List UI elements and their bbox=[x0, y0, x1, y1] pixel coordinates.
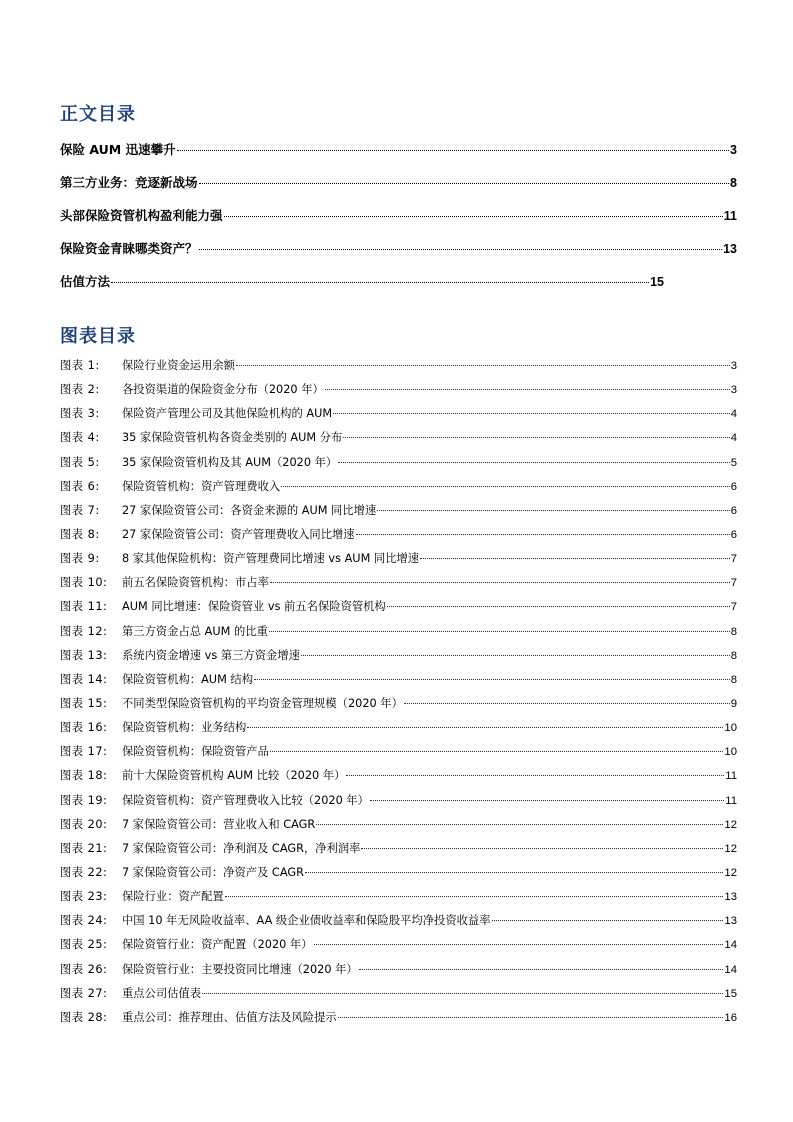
dot-leader bbox=[247, 727, 723, 728]
figure-toc-entry[interactable] bbox=[60, 502, 737, 526]
dot-leader bbox=[281, 486, 730, 487]
main-toc-title: 头部保险资管机构盈利能力强 bbox=[60, 208, 223, 223]
figure-toc-entry[interactable] bbox=[60, 719, 737, 743]
figure-number: 图表 21: bbox=[60, 841, 108, 855]
figure-number: 图表 5: bbox=[60, 455, 100, 469]
figure-title: 保险资管行业：主要投资同比增速（2020 年） bbox=[122, 962, 358, 976]
figure-page: 10 bbox=[724, 746, 737, 759]
figure-title: 前十大保险资管机构 AUM 比较（2020 年） bbox=[122, 769, 346, 783]
figure-title: 27 家保险资管公司：各资金来源的 AUM 同比增速 bbox=[122, 503, 377, 517]
figure-number: 图表 15: bbox=[60, 696, 108, 710]
figure-toc-heading: 图表目录 bbox=[60, 326, 136, 347]
figure-number: 图表 16: bbox=[60, 721, 108, 735]
dot-leader bbox=[370, 800, 724, 801]
figure-number: 图表 6: bbox=[60, 479, 100, 493]
figure-number: 图表 11: bbox=[60, 600, 108, 614]
figure-page: 12 bbox=[724, 866, 737, 879]
figure-toc-entry[interactable] bbox=[60, 671, 737, 695]
figure-page: 8 bbox=[730, 673, 737, 686]
figure-title: 重点公司估值表 bbox=[122, 986, 202, 1000]
figure-toc-entry[interactable] bbox=[60, 695, 737, 719]
dot-leader bbox=[359, 969, 724, 970]
figure-toc-entry[interactable] bbox=[60, 864, 737, 888]
figure-title: 各投资渠道的保险资金分布（2020 年） bbox=[122, 383, 324, 397]
figure-title: 保险资管机构：资产管理费收入比较（2020 年） bbox=[122, 793, 369, 807]
figure-page: 12 bbox=[724, 818, 737, 831]
dot-leader bbox=[270, 751, 724, 752]
figure-page: 5 bbox=[730, 456, 737, 469]
dot-leader bbox=[177, 150, 729, 151]
figure-number: 图表 17: bbox=[60, 745, 108, 759]
dot-leader bbox=[338, 462, 729, 463]
dot-leader bbox=[254, 679, 730, 680]
figure-number: 图表 13: bbox=[60, 648, 108, 662]
figure-page: 10 bbox=[724, 722, 737, 735]
figure-toc-entry[interactable] bbox=[60, 888, 737, 912]
dot-leader bbox=[356, 534, 730, 535]
figure-toc-entry[interactable] bbox=[60, 550, 737, 574]
figure-page: 4 bbox=[730, 408, 737, 421]
figure-number: 图表 19: bbox=[60, 793, 108, 807]
figure-number: 图表 28: bbox=[60, 1010, 108, 1024]
figure-title: 保险资管机构：资产管理费收入 bbox=[122, 479, 281, 493]
figure-toc-entry[interactable] bbox=[60, 598, 737, 622]
figure-page: 15 bbox=[724, 987, 737, 1000]
main-toc-page: 11 bbox=[723, 209, 737, 223]
figure-page: 7 bbox=[730, 601, 737, 614]
figure-page: 6 bbox=[730, 528, 737, 541]
main-toc-title: 保险资金青睐哪类资产？ bbox=[60, 241, 198, 256]
figure-title: 27 家保险资管公司：资产管理费收入同比增速 bbox=[122, 527, 355, 541]
figure-toc-entry[interactable] bbox=[60, 574, 737, 598]
figure-page: 11 bbox=[725, 770, 737, 783]
figure-title: 保险资产管理公司及其他保险机构的 AUM bbox=[122, 407, 333, 421]
figure-title: 系统内资金增速 vs 第三方资金增速 bbox=[122, 648, 300, 662]
dot-leader bbox=[420, 558, 730, 559]
dot-leader bbox=[346, 775, 724, 776]
dot-leader bbox=[199, 249, 723, 250]
figure-toc-entry[interactable] bbox=[60, 478, 737, 502]
figure-number: 图表 23: bbox=[60, 890, 108, 904]
figure-number: 图表 10: bbox=[60, 576, 108, 590]
figure-toc-entry[interactable] bbox=[60, 526, 737, 550]
dot-leader bbox=[333, 413, 730, 414]
figure-toc-entry[interactable] bbox=[60, 1009, 737, 1033]
figure-number: 图表 20: bbox=[60, 817, 108, 831]
figure-page: 6 bbox=[730, 504, 737, 517]
main-toc-title: 第三方业务：竞逐新战场 bbox=[60, 175, 198, 190]
figure-page: 13 bbox=[724, 891, 737, 904]
figure-title: 35 家保险资管机构各资金类别的 AUM 分布 bbox=[122, 431, 343, 445]
figure-title: 8 家其他保险机构：资产管理费同比增速 vs AUM 同比增速 bbox=[122, 552, 420, 566]
figure-number: 图表 7: bbox=[60, 503, 100, 517]
figure-toc-entry[interactable] bbox=[60, 985, 737, 1009]
figure-title: 保险资管行业：资产配置（2020 年） bbox=[122, 938, 313, 952]
dot-leader bbox=[361, 848, 723, 849]
figure-number: 图表 14: bbox=[60, 672, 108, 686]
figure-number: 图表 18: bbox=[60, 769, 108, 783]
dot-leader bbox=[202, 993, 723, 994]
figure-page: 11 bbox=[725, 794, 737, 807]
figure-toc-entry[interactable] bbox=[60, 912, 737, 936]
figure-toc bbox=[60, 357, 737, 1033]
figure-toc-entry[interactable] bbox=[60, 405, 737, 429]
figure-title: 重点公司：推荐理由、估值方法及风险提示 bbox=[122, 1010, 337, 1024]
figure-title: 35 家保险资管机构及其 AUM（2020 年） bbox=[122, 455, 338, 469]
dot-leader bbox=[325, 389, 730, 390]
figure-page: 8 bbox=[730, 625, 737, 638]
figure-title: 7 家保险资管公司：净资产及 CAGR bbox=[122, 865, 304, 879]
main-toc-entry[interactable] bbox=[60, 239, 737, 272]
main-toc-entry[interactable] bbox=[60, 140, 737, 173]
figure-toc-entry[interactable] bbox=[60, 840, 737, 864]
figure-page: 4 bbox=[730, 432, 737, 445]
figure-toc-entry[interactable] bbox=[60, 357, 737, 381]
figure-page: 7 bbox=[730, 577, 737, 590]
figure-title: 保险行业资金运用余额 bbox=[122, 359, 235, 372]
figure-page: 16 bbox=[724, 1011, 737, 1024]
main-toc-page: 13 bbox=[723, 242, 737, 256]
main-toc-page: 3 bbox=[730, 143, 737, 157]
dot-leader bbox=[305, 872, 723, 873]
dot-leader bbox=[343, 437, 729, 438]
figure-number: 图表 9: bbox=[60, 552, 100, 566]
figure-toc-entry[interactable] bbox=[60, 647, 737, 671]
figure-number: 图表 8: bbox=[60, 527, 100, 541]
figure-page: 12 bbox=[724, 842, 737, 855]
figure-title: AUM 同比增速：保险资管业 vs 前五名保险资管机构 bbox=[122, 600, 386, 614]
figure-number: 图表 2: bbox=[60, 383, 100, 397]
main-toc-title: 估值方法 bbox=[60, 274, 111, 289]
figure-number: 图表 27: bbox=[60, 986, 108, 1000]
main-toc-page: 15 bbox=[650, 275, 664, 289]
figure-title: 保险行业：资产配置 bbox=[122, 890, 224, 904]
figure-toc-entry[interactable] bbox=[60, 816, 737, 840]
dot-leader bbox=[404, 703, 730, 704]
figure-page: 7 bbox=[730, 553, 737, 566]
dot-leader bbox=[111, 282, 649, 283]
dot-leader bbox=[387, 606, 730, 607]
dot-leader bbox=[224, 216, 723, 217]
figure-title: 保险资管机构：AUM 结构 bbox=[122, 672, 254, 686]
figure-toc-entry[interactable] bbox=[60, 743, 737, 767]
figure-number: 图表 24: bbox=[60, 914, 108, 928]
figure-title: 前五名保险资管机构：市占率 bbox=[122, 576, 269, 590]
dot-leader bbox=[225, 896, 724, 897]
dot-leader bbox=[270, 582, 730, 583]
figure-page: 6 bbox=[730, 480, 737, 493]
figure-page: 3 bbox=[730, 360, 737, 372]
figure-number: 图表 26: bbox=[60, 962, 108, 976]
figure-toc-entry[interactable] bbox=[60, 623, 737, 647]
figure-number: 图表 4: bbox=[60, 431, 100, 445]
main-toc-heading: 正文目录 bbox=[60, 104, 136, 125]
figure-page: 3 bbox=[730, 384, 737, 397]
dot-leader bbox=[377, 510, 729, 511]
figure-page: 13 bbox=[724, 915, 737, 928]
dot-leader bbox=[338, 1017, 724, 1018]
figure-toc-entry[interactable] bbox=[60, 792, 737, 816]
figure-page: 14 bbox=[724, 963, 737, 976]
figure-title: 保险资管机构：保险资管产品 bbox=[122, 745, 269, 759]
main-toc-title: 保险 AUM 迅速攀升 bbox=[60, 142, 176, 157]
figure-number: 图表 1: bbox=[60, 359, 100, 372]
figure-title: 7 家保险资管公司：营业收入和 CAGR bbox=[122, 817, 316, 831]
figure-number: 图表 3: bbox=[60, 407, 100, 421]
dot-leader bbox=[236, 365, 730, 366]
figure-toc-entry[interactable] bbox=[60, 454, 737, 478]
figure-title: 7 家保险资管公司：净利润及 CAGR，净利润率 bbox=[122, 841, 361, 855]
figure-number: 图表 12: bbox=[60, 624, 108, 638]
main-toc bbox=[60, 140, 737, 305]
figure-number: 图表 25: bbox=[60, 938, 108, 952]
figure-toc-entry[interactable] bbox=[60, 767, 737, 791]
figure-toc-entry[interactable] bbox=[60, 429, 737, 453]
dot-leader bbox=[316, 824, 723, 825]
figure-number: 图表 22: bbox=[60, 865, 108, 879]
main-toc-entry[interactable] bbox=[60, 272, 664, 305]
figure-page: 14 bbox=[724, 939, 737, 952]
dot-leader bbox=[269, 631, 730, 632]
figure-toc-entry[interactable] bbox=[60, 381, 737, 405]
main-toc-page: 8 bbox=[730, 176, 737, 190]
main-toc-entry[interactable] bbox=[60, 173, 737, 206]
figure-title: 中国 10 年无风险收益率、AA 级企业债收益率和保险股平均净投资收益率 bbox=[122, 914, 491, 928]
figure-title: 第三方资金占总 AUM 的比重 bbox=[122, 624, 268, 638]
dot-leader bbox=[492, 920, 724, 921]
figure-title: 不同类型保险资管机构的平均资金管理规模（2020 年） bbox=[122, 696, 403, 710]
main-toc-entry[interactable] bbox=[60, 206, 737, 239]
dot-leader bbox=[199, 183, 730, 184]
figure-toc-entry[interactable] bbox=[60, 936, 737, 960]
figure-title: 保险资管机构：业务结构 bbox=[122, 721, 247, 735]
figure-page: 9 bbox=[730, 697, 737, 710]
figure-toc-entry[interactable] bbox=[60, 961, 737, 985]
dot-leader bbox=[314, 944, 724, 945]
figure-page: 8 bbox=[730, 649, 737, 662]
dot-leader bbox=[301, 655, 730, 656]
